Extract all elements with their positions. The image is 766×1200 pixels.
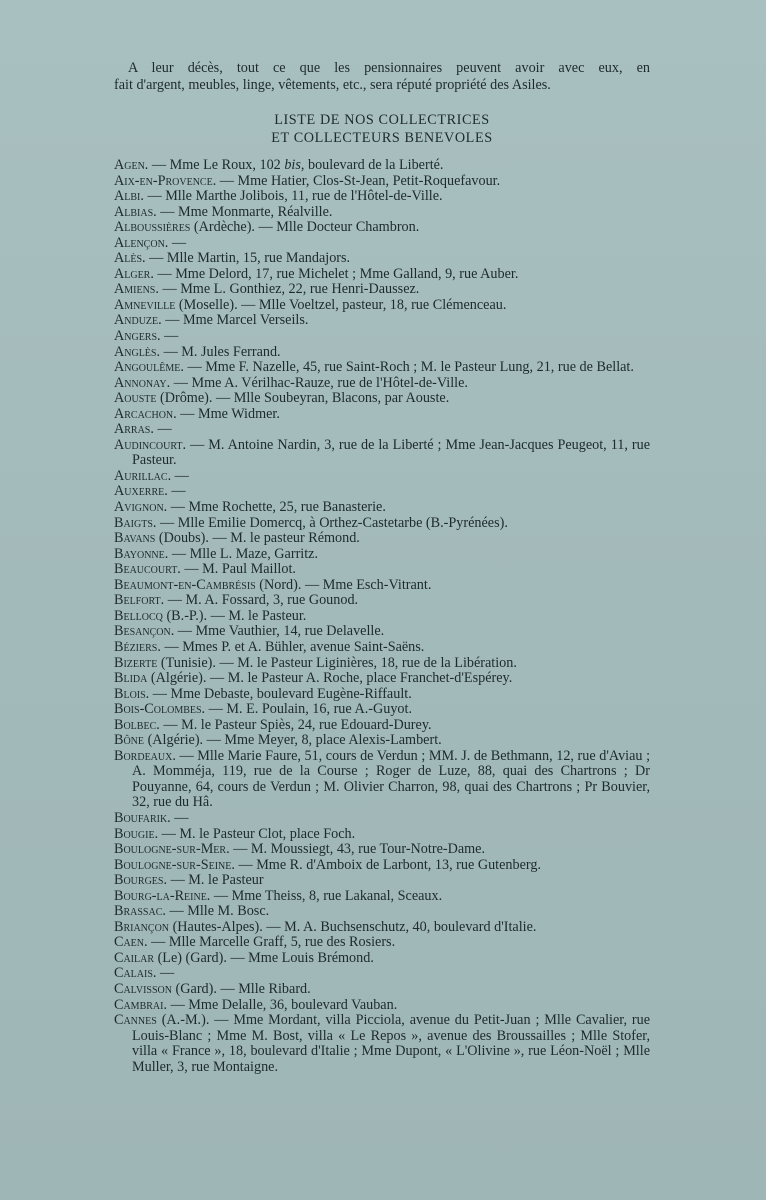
entry-place: Cailar — [114, 949, 155, 966]
entry-dash: — — [203, 732, 225, 749]
entry-collectors: Mlle Ribard. — [238, 980, 311, 997]
entry-region: (A.-M.). — [156, 1012, 210, 1029]
entry-place: Angoulême. — [114, 359, 184, 376]
collector-entry — [114, 313, 650, 329]
entry-collectors: M. le Pasteur — [188, 872, 264, 889]
entry-dash: — — [176, 405, 198, 422]
entry-dash: — — [170, 374, 192, 391]
entry-place: Bordeaux. — [114, 747, 176, 764]
entry-dash: — — [210, 887, 232, 904]
collector-entry — [114, 749, 650, 811]
entry-collectors: M. Jules Ferrand. — [181, 343, 281, 360]
entry-region: (Hautes-Alpes). — [169, 918, 263, 935]
entry-place: Boufarik. — [114, 809, 171, 826]
entry-region: (Drôme). — [156, 390, 213, 407]
entry-place: Briançon — [114, 918, 170, 935]
entry-place: Bourg-la-Reine. — [114, 887, 211, 904]
entry-region: (Ardèche). — [190, 219, 255, 236]
intro-line-1: A leur décès, tout ce que les pensionnaires peuvent avoir avec eux, en — [128, 60, 650, 76]
collector-entry — [114, 687, 650, 703]
collector-list — [114, 158, 650, 1075]
entry-collectors: Mme Rochette, 25, rue Banasterie. — [188, 499, 386, 516]
entry-place: Alger. — [114, 265, 154, 282]
entry-dash: — — [301, 576, 323, 593]
entry-region: (B.-P.). — [162, 607, 208, 624]
entry-collectors: M. le Pasteur Clot, place Foch. — [179, 825, 356, 842]
entry-dash: — — [156, 965, 175, 982]
entry-place: Blois. — [114, 685, 150, 702]
entry-region: (Nord). — [255, 576, 302, 593]
entry-place: Bizerte — [114, 654, 158, 671]
entry-collectors: Mlle Marie Faure, 51, cours de Verdun ; MM. J. de Bethmann, 12, rue d'Aviau ; A. Momméja, 119, rue de la Course ; Roger de Luze, 88, quai des Chartrons ; Dr Pouyanne, 64, cours de Verdun ; M. Olivier Charron, 98, quai des Chartrons ; Pr Bouvier, 32, rue du Hâ. — [132, 747, 651, 811]
list-heading-line-2: ET COLLECTEURS BENEVOLES — [271, 130, 493, 146]
entry-collectors: M. le Pasteur Spiès, 24, rue Edouard-Durey. — [181, 716, 432, 733]
entry-dash: — — [209, 1012, 234, 1029]
entry-italic-text: bis — [284, 157, 301, 173]
entry-collectors: Mme Delord, 17, rue Michelet ; Mme Galland, 9, rue Auber. — [175, 265, 519, 282]
entry-dash: — — [167, 499, 189, 516]
entry-region: (Le) (Gard). — [154, 949, 227, 966]
entry-place: Amneville — [114, 296, 176, 313]
entry-dash: — — [234, 856, 257, 873]
entry-dash: — — [168, 234, 187, 251]
collector-entry — [114, 889, 650, 905]
collector-entry — [114, 811, 650, 827]
entry-place: Angers. — [114, 328, 161, 345]
entry-collectors: Mme Mordant, villa Picciola, avenue du Petit-Juan ; Mlle Cavalier, rue Louis-Blanc ; Mme M. Bost, villa « Le Repos », avenue des Broussailles ; Mlle Stofer, villa « France », 18, boulevard d'Italie ; Mme Dupont, « L'Olivine », rue Léon-Noël ; Mlle Muller, 3, rue Montaigne. — [132, 1012, 650, 1075]
entry-region: (Tunisie). — [157, 654, 216, 671]
entry-dash: — — [180, 561, 203, 578]
entry-collectors: Mlle Marthe Jolibois, 11, rue de l'Hôtel-de-Ville. — [165, 188, 443, 205]
entry-collectors: Mme Debaste, boulevard Eugène-Riffault. — [170, 685, 412, 702]
entry-dash: — — [205, 701, 227, 718]
collector-entry — [114, 484, 650, 500]
collector-entry — [114, 174, 650, 190]
entry-place: Audincourt. — [114, 436, 187, 453]
collector-entry — [114, 282, 650, 298]
entry-region: (Algérie). — [144, 732, 204, 749]
collector-entry — [114, 671, 650, 687]
entry-place: Bougie. — [114, 825, 159, 842]
collector-entry — [114, 609, 650, 625]
entry-collectors: M. Paul Maillot. — [202, 561, 296, 578]
collector-entry — [114, 251, 650, 267]
entry-place: Bavans — [114, 530, 156, 547]
entry-collectors: Mme Delalle, 36, boulevard Vauban. — [188, 996, 398, 1013]
entry-collectors: Mlle Voeltzel, pasteur, 18, rue Clémenceau. — [258, 296, 507, 313]
entry-collectors: M. le pasteur Rémond. — [230, 530, 360, 547]
entry-collectors: M. le Pasteur Liginières, 18, rue de la Libération. — [237, 654, 517, 671]
entry-place: Calvisson — [114, 980, 172, 997]
entry-dash: — — [164, 592, 186, 609]
entry-place: Aix-en-Provence. — [114, 172, 217, 189]
entry-dash: — — [208, 530, 231, 547]
entry-region: (Gard). — [172, 980, 217, 997]
entry-dash: — — [147, 934, 169, 951]
entry-collectors: M. Antoine Nardin, 3, rue de la Liberté ; Mme Jean-Jacques Peugeot, 11, rue Pasteur. — [132, 436, 651, 469]
collector-entry — [114, 376, 650, 392]
entry-collectors: Mme Esch-Vitrant. — [322, 576, 432, 593]
entry-dash: — — [229, 841, 251, 858]
entry-place: Béziers. — [114, 638, 161, 655]
entry-collectors: Mme Monmarte, Réalville. — [177, 203, 333, 220]
entry-dash: — — [168, 545, 190, 562]
entry-collectors: Mme Marcel Verseils. — [182, 312, 309, 329]
entry-place: Anglès. — [114, 343, 161, 360]
collector-entry — [114, 329, 650, 345]
entry-place: Albi. — [114, 188, 144, 205]
entry-collectors: Mlle M. Bosc. — [187, 903, 270, 920]
entry-dash: — — [158, 825, 180, 842]
entry-place: Avignon. — [114, 499, 168, 516]
entry-dash: — — [226, 949, 249, 966]
entry-collectors: M. le Pasteur. — [228, 607, 307, 624]
entry-collectors: Mme Theiss, 8, rue Lakanal, Sceaux. — [231, 887, 443, 904]
entry-dash: — — [165, 903, 188, 920]
entry-dash: — — [170, 809, 189, 826]
entry-place: Agen. — [114, 157, 149, 173]
collector-entry — [114, 998, 650, 1014]
entry-dash: — — [216, 980, 239, 997]
entry-dash: — — [156, 514, 178, 531]
entry-collectors: Mme Louis Brémond. — [248, 949, 374, 966]
collector-entry — [114, 220, 650, 236]
entry-place: Bois-Colombes. — [114, 701, 206, 718]
collector-entry — [114, 593, 650, 609]
entry-collectors: M. A. Fossard, 3, rue Gounod. — [185, 592, 359, 609]
entry-collectors: Mlle L. Maze, Garritz. — [189, 545, 319, 562]
collector-entry — [114, 267, 650, 283]
entry-collectors: Mme Vauthier, 14, rue Delavelle. — [195, 623, 385, 640]
entry-place: Alençon. — [114, 234, 169, 251]
entry-collectors: Mme Hatier, Clos-St-Jean, Petit-Roquefavour. — [237, 172, 501, 189]
entry-collectors: Mme Meyer, 8, place Alexis-Lambert. — [224, 732, 442, 749]
entry-dash: — — [175, 747, 198, 764]
entry-collectors: Mme Widmer. — [197, 405, 280, 422]
entry-dash: — — [153, 421, 172, 438]
collector-entry — [114, 718, 650, 734]
entry-place: Bolbec. — [114, 716, 160, 733]
entry-place: Boulogne-sur-Seine. — [114, 856, 235, 873]
entry-place: Arras. — [114, 421, 154, 438]
entry-collectors: Mlle Soubeyran, Blacons, par Aouste. — [233, 390, 450, 407]
entry-dash: — — [160, 328, 179, 345]
entry-collectors: Mmes P. et A. Bühler, avenue Saint-Saëns. — [182, 638, 425, 655]
entry-dash: — — [167, 996, 189, 1013]
entry-place: Alboussières — [114, 219, 191, 236]
collector-entry — [114, 1013, 650, 1075]
entry-collectors: Mlle Marcelle Graff, 5, rue des Rosiers. — [168, 934, 396, 951]
entry-collectors: M. Moussiegt, 43, rue Tour-Notre-Dame. — [250, 841, 486, 858]
entry-place: Bourges. — [114, 872, 168, 889]
intro-paragraph — [114, 60, 650, 94]
entry-place: Beaumont-en-Cambrésis — [114, 576, 256, 593]
collector-entry — [114, 842, 650, 858]
entry-place: Boulogne-sur-Mer. — [114, 841, 230, 858]
entry-dash: — — [153, 265, 176, 282]
entry-dash: — — [148, 157, 170, 173]
collector-entry — [114, 189, 650, 205]
entry-dash: — — [254, 219, 277, 236]
collector-entry — [114, 935, 650, 951]
entry-place: Brassac. — [114, 903, 166, 920]
entry-dash: — — [167, 872, 189, 889]
entry-dash: — — [161, 312, 183, 329]
entry-place: Beaucourt. — [114, 561, 181, 578]
entry-place: Belfort. — [114, 592, 165, 609]
entry-dash: — — [186, 436, 209, 453]
collector-entry — [114, 531, 650, 547]
entry-collectors: M. A. Buchsenschutz, 40, boulevard d'Italie. — [284, 918, 537, 935]
entry-dash: — — [149, 685, 171, 702]
collector-entry — [114, 407, 650, 423]
collector-entry — [114, 360, 650, 376]
collector-entry — [114, 158, 650, 174]
entry-region: (Moselle). — [175, 296, 238, 313]
entry-dash: — — [160, 638, 183, 655]
collector-entry — [114, 345, 650, 361]
collector-entry — [114, 438, 650, 469]
entry-collectors-rest: , boulevard de la Liberté. — [300, 157, 444, 173]
entry-place: Caen. — [114, 934, 148, 951]
entry-dash: — — [143, 188, 166, 205]
entry-dash: — — [262, 918, 285, 935]
entry-dash: — — [215, 654, 238, 671]
entry-place: Amiens. — [114, 281, 159, 298]
collector-entry — [114, 873, 650, 889]
entry-region: (Algérie). — [147, 670, 207, 687]
collector-entry — [114, 966, 650, 982]
entry-place: Annonay. — [114, 374, 171, 391]
collector-entry — [114, 640, 650, 656]
entry-place: Bayonne. — [114, 545, 169, 562]
collector-entry — [114, 920, 650, 936]
entry-dash: — — [145, 250, 167, 267]
entry-collectors: Mlle Martin, 15, rue Mandajors. — [166, 250, 351, 267]
entry-region: (Doubs). — [155, 530, 209, 547]
entry-place: Cambrai. — [114, 996, 168, 1013]
entry-dash: — — [171, 467, 189, 484]
entry-place: Alès. — [114, 250, 146, 267]
entry-dash: — — [216, 172, 238, 189]
entry-place: Anduze. — [114, 312, 162, 329]
entry-place: Arcachon. — [114, 405, 177, 422]
entry-collectors: M. E. Poulain, 16, rue A.-Guyot. — [226, 701, 412, 718]
collector-entry — [114, 516, 650, 532]
collector-entry — [114, 982, 650, 998]
collector-entry — [114, 827, 650, 843]
entry-place: Besançon. — [114, 623, 175, 640]
entry-collectors: Mme A. Vérilhac-Rauze, rue de l'Hôtel-de-Ville. — [191, 374, 468, 391]
entry-dash: — — [156, 203, 178, 220]
entry-dash: — — [237, 296, 259, 313]
collector-entry — [114, 904, 650, 920]
collector-entry — [114, 702, 650, 718]
entry-dash: — — [183, 359, 206, 376]
entry-place: Albias. — [114, 203, 157, 220]
collector-entry — [114, 951, 650, 967]
collector-entry — [114, 469, 650, 485]
collector-entry — [114, 562, 650, 578]
entry-place: Baigts. — [114, 514, 157, 531]
entry-dash: — — [174, 623, 196, 640]
entry-place: Calais. — [114, 965, 157, 982]
entry-place: Aouste — [114, 390, 157, 407]
entry-collectors: M. le Pasteur A. Roche, place Franchet-d'Espérey. — [227, 670, 513, 687]
entry-dash: — — [167, 483, 186, 500]
entry-collectors: Mme L. Gonthiez, 22, rue Henri-Daussez. — [180, 281, 420, 298]
entry-dash: — — [158, 281, 181, 298]
entry-dash: — — [212, 390, 234, 407]
intro-line-2: fait d'argent, meubles, linge, vêtements, etc., sera réputé propriété des Asiles. — [114, 77, 551, 93]
collector-entry — [114, 205, 650, 221]
entry-collectors: Mlle Emilie Domercq, à Orthez-Castetarbe (B.-Pyrénées). — [177, 514, 508, 531]
entry-dash: — — [206, 670, 228, 687]
collector-entry — [114, 733, 650, 749]
collector-entry — [114, 656, 650, 672]
list-heading-line-1: LISTE DE NOS COLLECTRICES — [274, 112, 490, 128]
collector-entry — [114, 858, 650, 874]
entry-dash: — — [159, 716, 182, 733]
collector-entry — [114, 624, 650, 640]
entry-collectors: Mme Le Roux, 102 — [169, 157, 285, 173]
collector-entry — [114, 547, 650, 563]
collector-entry — [114, 298, 650, 314]
entry-place: Cannes — [114, 1012, 157, 1029]
entry-place: Blida — [114, 670, 148, 687]
entry-place: Aurillac. — [114, 467, 172, 484]
collector-entry — [114, 578, 650, 594]
entry-place: Bône — [114, 732, 145, 749]
entry-collectors: Mlle Docteur Chambron. — [276, 219, 420, 236]
entry-dash: — — [160, 343, 182, 360]
collector-entry — [114, 236, 650, 252]
entry-dash: — — [207, 607, 229, 624]
entry-place: Bellocq — [114, 607, 163, 624]
collector-entry — [114, 422, 650, 438]
collector-entry — [114, 391, 650, 407]
entry-collectors: Mme R. d'Amboix de Larbont, 13, rue Gutenberg. — [256, 856, 541, 873]
collector-entry — [114, 500, 650, 516]
entry-collectors: Mme F. Nazelle, 45, rue Saint-Roch ; M. le Pasteur Lung, 21, rue de Bellat. — [205, 359, 634, 376]
entry-place: Auxerre. — [114, 483, 168, 500]
